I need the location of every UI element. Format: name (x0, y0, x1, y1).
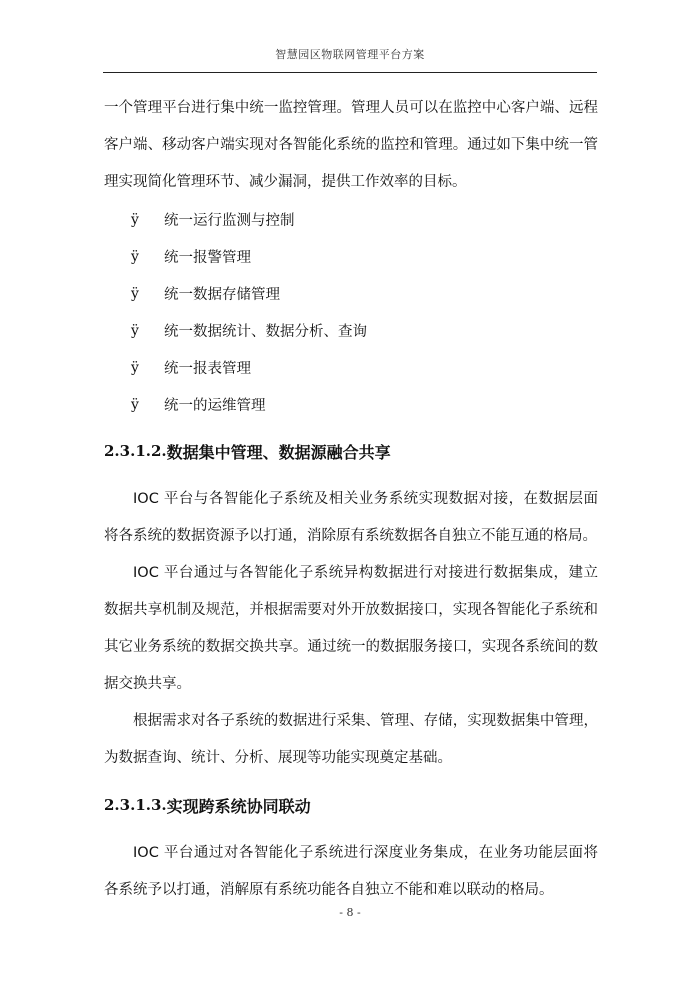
bullet-item (104, 386, 598, 423)
page-header: 智慧园区物联网管理平台方案 (275, 48, 425, 61)
page-number: - 8 - (339, 906, 361, 919)
body-paragraph: IOC 平台与各智能化子系统及相关业务系统实现数据对接，在数据层面将各系统的数据资源予以打通，消除原有系统数据各自独立不能互通的格局。 (104, 491, 598, 544)
body-paragraph: IOC 平台通过对各智能化子系统进行深度业务集成，在业务功能层面将各系统予以打通，消解原有系统功能各自独立不能和难以联动的格局。 (104, 845, 598, 898)
bullet-item (104, 201, 598, 238)
bullet-marker: ÿ (131, 396, 139, 413)
section-heading-2-3-1-3 (104, 785, 598, 825)
section-title: 实现跨系统协同联动 (166, 796, 311, 816)
bullet-text: 统一的运维管理 (164, 398, 266, 414)
page-body (104, 90, 598, 909)
bullet-marker: ÿ (131, 322, 139, 339)
bullet-marker: ÿ (131, 359, 139, 376)
bullet-text: 统一报表管理 (164, 361, 251, 377)
bullet-item (104, 275, 598, 312)
bullet-list (104, 201, 598, 423)
bullet-text: 统一报警管理 (164, 250, 251, 266)
bullet-marker: ÿ (131, 211, 139, 228)
bullet-item (104, 312, 598, 349)
section-heading-2-3-1-2 (104, 431, 598, 471)
section-title: 数据集中管理、数据源融合共享 (166, 442, 391, 462)
bullet-item (104, 349, 598, 386)
section-number: 2.3.1.2. (104, 442, 167, 460)
bullet-item (104, 238, 598, 275)
intro-paragraph: 一个管理平台进行集中统一监控管理。管理人员可以在监控中心客户端、远程客户端、移动客户端实现对各智能化系统的监控和管理。通过如下集中统一管理实现简化管理环节、减少漏洞，提供工作效率的目标。 (104, 100, 598, 190)
bullet-marker: ÿ (131, 248, 139, 265)
bullet-text: 统一数据统计、数据分析、查询 (164, 324, 367, 340)
bullet-text: 统一运行监测与控制 (164, 213, 295, 229)
body-paragraph: 根据需求对各子系统的数据进行采集、管理、存储，实现数据集中管理，为数据查询、统计、分析、展现等功能实现奠定基础。 (104, 713, 598, 766)
bullet-text: 统一数据存储管理 (164, 287, 280, 303)
body-paragraph: IOC 平台通过与各智能化子系统异构数据进行对接进行数据集成，建立数据共享机制及规范，并根据需要对外开放数据接口，实现各智能化子系统和其它业务系统的数据交换共享。通过统一的数据服务接口，实现各系统间的数据交换共享。 (104, 565, 598, 692)
header-rule (103, 72, 597, 73)
section-number: 2.3.1.3. (104, 796, 167, 814)
bullet-marker: ÿ (131, 285, 139, 302)
